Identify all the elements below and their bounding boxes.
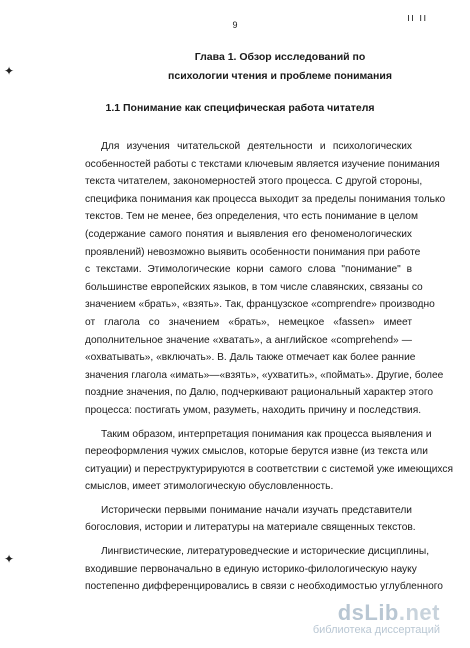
text-line: богословия, истории и литературы на материале священных текстов. bbox=[85, 522, 416, 534]
text-line: смыслов, имеет этимологическую обусловленность. bbox=[85, 481, 334, 493]
text-line: Таким образом, интерпретация понимания как процесса выявления и bbox=[101, 428, 432, 440]
text-line: значением «брать», «взять». Так, французское «comprendre» производно bbox=[85, 299, 435, 311]
paragraph bbox=[85, 502, 416, 537]
watermark-logo-domain: .net bbox=[398, 600, 440, 625]
binding-hole-mark: ✦ bbox=[4, 64, 15, 78]
paragraph bbox=[85, 426, 454, 496]
chapter-title bbox=[150, 48, 410, 86]
paragraph bbox=[85, 543, 443, 596]
scan-corner-mark: ıı ıı bbox=[407, 12, 428, 24]
text-line: специфика понимания как процесса выходит за пределы понимания только bbox=[85, 193, 446, 205]
watermark-caption: библиотека диссертаций bbox=[312, 624, 440, 636]
text-line: (содержание самого понятия и выявления его феноменологических bbox=[85, 228, 412, 240]
text-line: текста читателем, закономерностей этого процесса. С другой стороны, bbox=[85, 176, 423, 188]
text-line: Исторически первыми понимание начали изучать представители bbox=[101, 504, 412, 516]
text-line: переоформления чужих смыслов, которые берутся извне (из текста или bbox=[85, 446, 428, 458]
site-watermark bbox=[313, 600, 440, 636]
text-line: проявлений) невозможно выявить особенности понимания при работе bbox=[85, 246, 421, 258]
text-line: текстов. Тем не менее, без определения, что есть понимание в целом bbox=[85, 211, 418, 223]
chapter-title-line: Глава 1. Обзор исследований по bbox=[194, 51, 366, 63]
text-line: особенностей работы с текстами ключевым является изучение понимания bbox=[85, 158, 440, 170]
binding-hole-mark: ✦ bbox=[4, 552, 15, 566]
text-line: большинстве европейских языков, в том числе славянских, связаны со bbox=[85, 281, 423, 293]
text-line: Для изучения читательской деятельности и психологических bbox=[101, 141, 412, 152]
text-line: с текстами. Этимологические корни самого слова "понимание" в bbox=[85, 264, 412, 276]
text-line: дополнительное значение «хватать», а английское «comprehend» — bbox=[85, 334, 412, 346]
text-line: значения глагола «имать»—«взять», «ухватить», «поймать». Другие, более bbox=[85, 369, 444, 381]
text-line: процесса: постигать умом, разуметь, находить причину и последствия. bbox=[85, 404, 422, 416]
paragraph bbox=[85, 138, 446, 420]
text-line: постепенно дифференцировались в связи с необходимостью углубленного bbox=[85, 581, 443, 593]
text-line: «охватывать», «включать». В. Даль также отмечает как более ранние bbox=[85, 352, 416, 364]
watermark-logo bbox=[313, 600, 440, 626]
watermark-logo-main: dsLib bbox=[337, 600, 399, 625]
text-line: от глагола со значением «брать», немецкое «fassen» имеет bbox=[85, 316, 412, 328]
body-text bbox=[85, 138, 454, 596]
text-line: ситуации) и переструктурируются в соответствии с системой уже имеющихся bbox=[85, 463, 454, 475]
chapter-title-line: психологии чтения и проблеме понимания bbox=[168, 70, 392, 82]
page-number: 9 bbox=[232, 20, 238, 30]
text-line: Лингвистические, литературоведческие и исторические дисциплины, bbox=[101, 546, 430, 558]
section-title: 1.1 Понимание как специфическая работа читателя bbox=[105, 102, 375, 114]
text-line: поздние значения, по Далю, подчеркивают рациональный характер этого bbox=[85, 387, 434, 399]
text-line: входившие первоначально в единую историко-филологическую науку bbox=[85, 563, 417, 575]
